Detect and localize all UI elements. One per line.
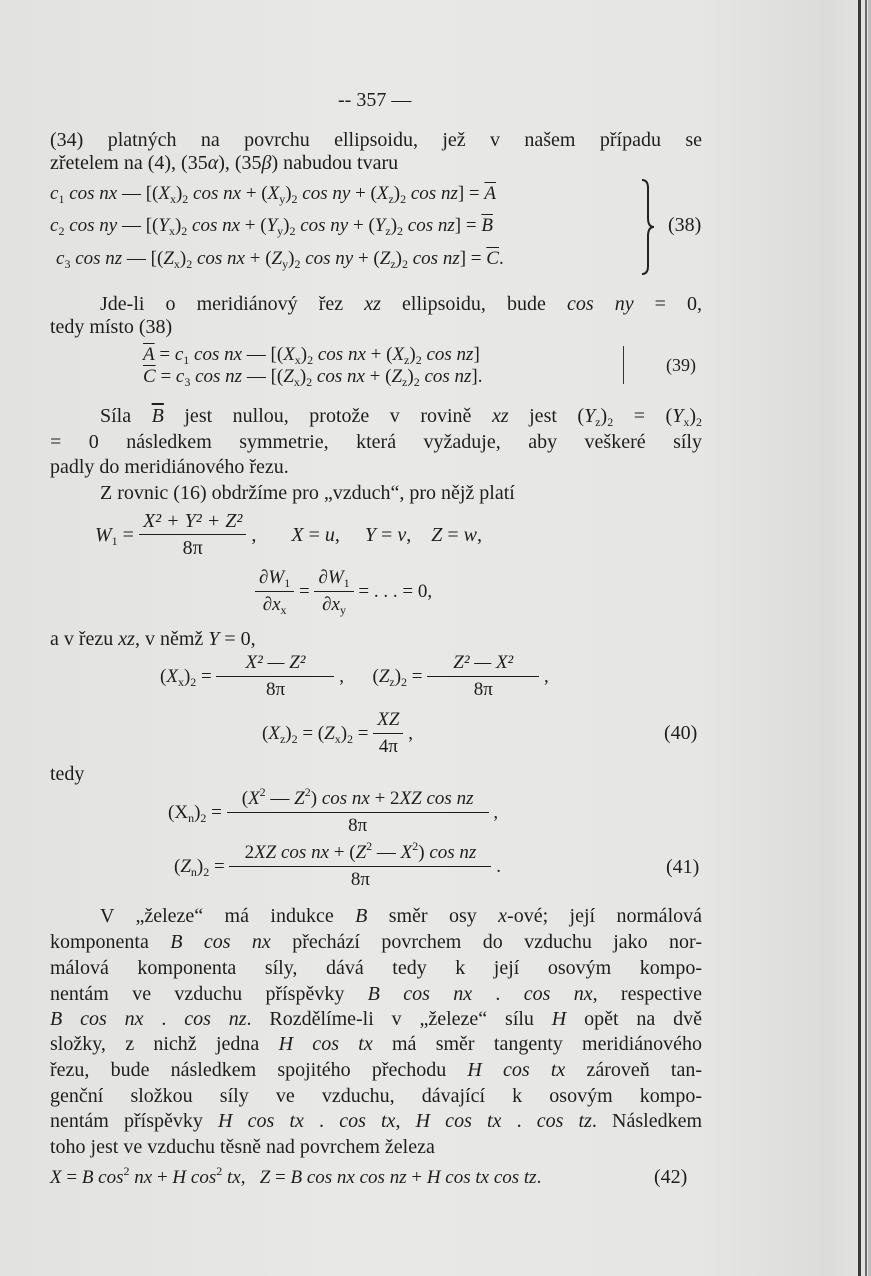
page-edge-shadow: [865, 0, 867, 1276]
paragraph-line: tedy: [50, 763, 85, 785]
equation-39-row-2: $\overline{C} = c_3$ cos nz — [$(Z_x)_2$ cos nx + $(Z_z)_2$ cos nz].: [143, 366, 483, 389]
equation-label-40: (40): [664, 722, 698, 744]
paragraph-line: = 0 následkem symmetrie, která vyžaduje, aby veškeré síly: [50, 431, 702, 453]
paragraph-line: Z rovnic (16) obdržíme pro „vzduch“, pro nějž platí: [100, 482, 515, 504]
paragraph-line: Síla $\overline{B}$ jest nullou, protože v rovině xz jest $(Y_z)_2 = (Y_x)_2$: [100, 405, 702, 429]
w1-denominator: 8π: [182, 537, 203, 559]
equation-42: X = B $\cos^2$ nx + H $\cos^2$ tx, Z = B cos nx cos nz + H cos tx cos tz.: [50, 1164, 542, 1188]
bracket-line: [623, 346, 624, 384]
page-number: -- 357 —: [338, 89, 412, 111]
paragraph-line: B cos nx . cos nz. Rozdělíme-li v „železe“ sílu H opět na dvě: [50, 1008, 703, 1030]
paragraph-line: nentám ve vzduchu příspěvky B cos nx . cos nx, respective: [50, 983, 702, 1005]
paragraph-line: padly do meridiánového řezu.: [50, 456, 289, 478]
paragraph-line: a v řezu xz, v němž Y = 0,: [50, 628, 256, 650]
paragraph-line: málová komponenta síly, dává tedy k její osovým kompo-: [50, 957, 702, 979]
paragraph-line: genční složkou síly ve vzduchu, dávající k osovým kompo-: [50, 1085, 702, 1107]
equation-41-row-1: $(X_n)_2$ = $\frac{(X^2 — Z^2) \cos nx + 2XZ \cos nz}{8\pi}$ ,: [168, 785, 499, 836]
equation-40-row-2: $(X_z)_2 = (Z_x)_2$ = $\frac{XZ}{4\pi}$ ,: [262, 709, 413, 757]
equation-40-row-1: $(X_x)_2$ = $\frac{\text{X² — Z²}}{8\pi}$ , $(Z_z)_2$ = $\frac{\text{Z² — X²}}{8\pi}$ ,: [160, 652, 549, 700]
equation-w1: $W_1$ = $\frac{\text{X² + Y² + Z²}}{8\pi}$ , X = u, Y = v, Z = w,: [95, 510, 482, 559]
paragraph-line: nentám příspěvky H cos tx . cos tx, H cos tx . cos tz. Následkem: [50, 1110, 703, 1132]
paragraph-line: komponenta B cos nx přechází povrchem do vzduchu jako nor-: [50, 931, 702, 953]
paragraph-line: toho jest ve vzduchu těsně nad povrchem železa: [50, 1136, 435, 1158]
equation-38-row-2: $c_2$ cos ny — [$(Y_x)_2$ cos nx + $(Y_y)_2$ cos ny + $(Y_z)_2$ $\cos nz] = \overline{B}$: [50, 215, 493, 238]
equation-label-38: (38): [668, 214, 702, 236]
right-brace-icon: [638, 178, 660, 276]
paragraph-line: řezu, bude následkem spojitého přechodu H cos tx zároveň tan-: [50, 1059, 702, 1081]
equation-label-41: (41): [666, 856, 700, 878]
equation-38-row-3: $c_3$ cos nz — [$(Z_x)_2$ cos nx + $(Z_y)_2$ cos ny + $(Z_z)_2$ $\cos nz] = \overline{C}$.: [56, 248, 504, 271]
equation-label-39: (39): [666, 355, 696, 375]
paragraph-line: (34) platných na povrchu ellipsoidu, jež v našem případu se: [50, 129, 702, 151]
paragraph-line: Jde-li o meridiánový řez xz ellipsoidu, bude cos ny = 0,: [100, 293, 703, 315]
page-edge-shadow: [858, 0, 861, 1276]
equation-label-42: (42): [654, 1166, 688, 1188]
w1-numerator: X² + Y² + Z²: [139, 508, 246, 535]
paragraph-line: V „železe“ má indukce B směr osy x-ové; její normálová: [100, 905, 702, 927]
paragraph-line: zřetelem na (4), (35α), (35β) nabudou tvaru: [50, 152, 399, 174]
equation-41-row-2: $(Z_n)_2$ = $\frac{2XZ \cos nx + (Z^2 — X^2) \cos nz}{8\pi}$ .: [174, 839, 501, 890]
paragraph-line: tedy místo (38): [50, 316, 173, 338]
equation-derivative: $\frac{\partial W_1}{\partial x_x}$ = $\frac{\partial W_1}{\partial x_y}$ = . . . = 0,: [255, 565, 432, 618]
paragraph-line: složky, z nichž jedna H cos tx má směr tangenty meridiánového: [50, 1033, 702, 1055]
equation-38-row-1: $c_1$ cos nx — [$(X_x)_2$ cos nx + $(X_y)_2$ cos ny + $(X_z)_2$ $\cos nz] = \overline{A}$: [50, 183, 497, 206]
equation-39-row-1: $\overline{A} = c_1$ cos nx — [$(X_x)_2$ cos nx + $(X_z)_2$ cos nz]: [143, 344, 480, 367]
